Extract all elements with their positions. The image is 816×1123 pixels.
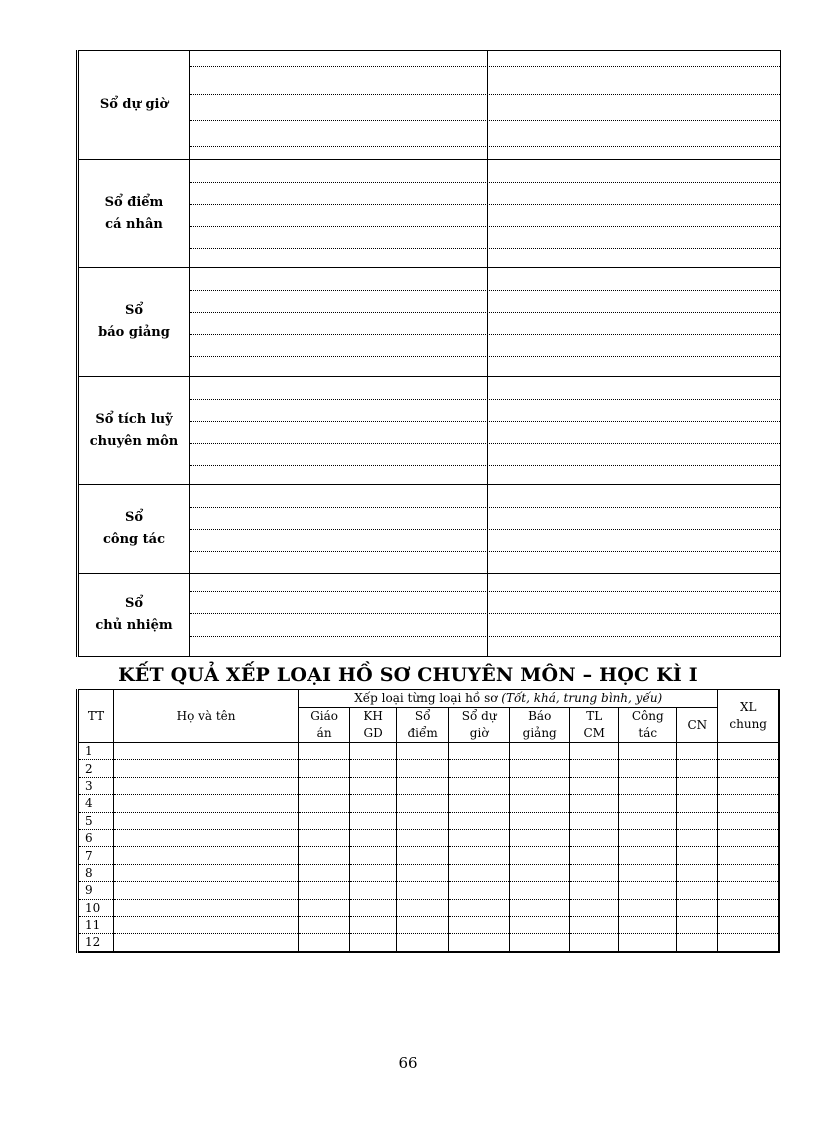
ledger-writing-line xyxy=(190,248,780,249)
table-cell xyxy=(510,882,570,899)
table-cell xyxy=(449,882,510,899)
row-number: 11 xyxy=(78,916,114,933)
table-cell xyxy=(397,899,449,916)
header-col-line: Công xyxy=(631,709,664,723)
table-cell xyxy=(299,847,350,864)
ledger-label-line: cá nhân xyxy=(105,216,163,232)
table-cell xyxy=(449,795,510,812)
row-number: 5 xyxy=(78,812,114,829)
table-cell xyxy=(449,899,510,916)
ledger-label-line: Sổ tích luỹ xyxy=(95,411,173,427)
table-cell xyxy=(397,812,449,829)
ledger-label-line: Sổ dự giờ xyxy=(99,97,169,112)
table-cell xyxy=(114,760,299,777)
table-cell xyxy=(570,864,619,881)
row-number: 12 xyxy=(78,934,114,952)
ledger-label-line: chủ nhiệm xyxy=(95,618,173,633)
ledger-label-line: báo giảng xyxy=(98,325,170,340)
ledger-block-label xyxy=(79,268,190,376)
header-col-line: KH xyxy=(363,709,383,723)
header-col xyxy=(570,708,619,743)
row-number: 3 xyxy=(78,777,114,794)
table-cell xyxy=(299,829,350,846)
table-cell xyxy=(570,777,619,794)
table-row xyxy=(78,795,780,812)
ledger-writing-line xyxy=(190,66,780,67)
table-cell xyxy=(570,847,619,864)
header-name: Họ và tên xyxy=(114,690,299,743)
table-cell xyxy=(350,934,397,952)
table-cell xyxy=(397,743,449,760)
table-cell xyxy=(619,934,677,952)
table-cell xyxy=(449,743,510,760)
table-cell xyxy=(350,777,397,794)
ledger-writing-line xyxy=(190,356,780,357)
table-row xyxy=(78,812,780,829)
ledger-writing-line xyxy=(190,204,780,205)
header-col-line: giảng xyxy=(522,726,557,740)
ledger-column-divider xyxy=(487,574,488,656)
ledger-writing-line xyxy=(190,146,780,147)
ledger-block-label xyxy=(79,574,190,656)
table-cell xyxy=(397,916,449,933)
table-cell xyxy=(619,795,677,812)
header-col-line: GD xyxy=(363,726,383,740)
ledger-block xyxy=(79,484,780,573)
ledger-block-label xyxy=(79,160,190,267)
header-col-line: CM xyxy=(583,726,605,740)
table-cell xyxy=(718,847,779,864)
row-number: 6 xyxy=(78,829,114,846)
table-row xyxy=(78,864,780,881)
header-col-line: giờ xyxy=(469,726,489,740)
table-cell xyxy=(449,847,510,864)
table-cell xyxy=(449,864,510,881)
table-cell xyxy=(299,760,350,777)
table-cell xyxy=(718,916,779,933)
table-cell xyxy=(350,743,397,760)
table-cell xyxy=(449,812,510,829)
table-cell xyxy=(299,812,350,829)
table-cell xyxy=(449,760,510,777)
table-cell xyxy=(619,743,677,760)
table-cell xyxy=(510,899,570,916)
table-cell xyxy=(114,934,299,952)
header-col-line: Sổ dự xyxy=(461,709,497,723)
results-table xyxy=(76,689,780,953)
header-group-note: (Tốt, khá, trung bình, yếu) xyxy=(501,691,663,705)
table-cell xyxy=(718,864,779,881)
table-cell xyxy=(350,864,397,881)
ledger-writing-line xyxy=(190,182,780,183)
ledger-writing-line xyxy=(190,334,780,335)
header-group xyxy=(299,690,718,708)
header-col xyxy=(677,708,718,743)
table-cell xyxy=(619,899,677,916)
ledger-block xyxy=(79,267,780,376)
table-cell xyxy=(449,934,510,952)
table-cell xyxy=(677,812,718,829)
header-col-line: TL xyxy=(586,709,603,723)
ledger-block xyxy=(79,376,780,484)
row-number: 9 xyxy=(78,882,114,899)
ledger-block xyxy=(79,573,780,657)
table-cell xyxy=(510,829,570,846)
table-cell xyxy=(718,743,779,760)
table-cell xyxy=(114,864,299,881)
ledger-label-line: Sổ xyxy=(124,510,144,525)
table-cell xyxy=(510,743,570,760)
table-row xyxy=(78,829,780,846)
ledger-writing-line xyxy=(190,465,780,466)
header-col xyxy=(350,708,397,743)
ledger-block xyxy=(79,50,780,159)
ledger-label-line: Sổ điểm xyxy=(104,194,164,210)
table-cell xyxy=(570,812,619,829)
table-cell xyxy=(510,916,570,933)
header-col-line: Giáo xyxy=(310,709,339,723)
table-cell xyxy=(510,760,570,777)
table-cell xyxy=(350,899,397,916)
table-cell xyxy=(350,882,397,899)
ledger-block xyxy=(79,159,780,267)
table-cell xyxy=(299,899,350,916)
table-cell xyxy=(397,795,449,812)
table-cell xyxy=(570,795,619,812)
ledger-block-label xyxy=(79,485,190,573)
table-cell xyxy=(677,760,718,777)
table-cell xyxy=(510,777,570,794)
header-col-line: tác xyxy=(638,726,658,740)
header-overall xyxy=(718,690,779,743)
table-cell xyxy=(570,760,619,777)
table-cell xyxy=(114,899,299,916)
table-cell xyxy=(397,864,449,881)
table-cell xyxy=(510,934,570,952)
ledger-writing-line xyxy=(190,507,780,508)
table-cell xyxy=(299,743,350,760)
table-cell xyxy=(510,812,570,829)
ledger-label-line: chuyên môn xyxy=(89,433,179,449)
table-cell xyxy=(114,882,299,899)
table-cell xyxy=(114,795,299,812)
table-cell xyxy=(114,743,299,760)
table-cell xyxy=(570,899,619,916)
ledger-column-divider xyxy=(487,268,488,376)
table-cell xyxy=(677,916,718,933)
table-cell xyxy=(350,795,397,812)
header-col xyxy=(397,708,449,743)
table-cell xyxy=(718,882,779,899)
table-cell xyxy=(677,829,718,846)
table-cell xyxy=(570,916,619,933)
ledger-writing-line xyxy=(190,636,780,637)
table-cell xyxy=(299,777,350,794)
ledger-writing-line xyxy=(190,94,780,95)
table-cell xyxy=(299,864,350,881)
ledger-column-divider xyxy=(487,51,488,159)
table-row xyxy=(78,760,780,777)
table-row xyxy=(78,847,780,864)
table-cell xyxy=(718,829,779,846)
table-cell xyxy=(619,812,677,829)
table-cell xyxy=(114,812,299,829)
ledger-column-divider xyxy=(487,377,488,484)
table-cell xyxy=(718,899,779,916)
header-col-line: CN xyxy=(687,717,708,732)
table-cell xyxy=(299,882,350,899)
ledger-writing-line xyxy=(190,399,780,400)
row-number: 7 xyxy=(78,847,114,864)
table-cell xyxy=(718,795,779,812)
ledger-writing-line xyxy=(190,551,780,552)
ledger-writing-line xyxy=(190,226,780,227)
ledger-section xyxy=(76,50,781,657)
ledger-writing-line xyxy=(190,120,780,121)
table-cell xyxy=(718,777,779,794)
table-cell xyxy=(718,812,779,829)
table-cell xyxy=(510,795,570,812)
table-row xyxy=(78,743,780,760)
header-overall-line: chung xyxy=(729,717,767,731)
table-cell xyxy=(677,777,718,794)
ledger-label-line: công tác xyxy=(103,532,165,547)
header-tt: TT xyxy=(78,690,114,743)
table-cell xyxy=(397,760,449,777)
table-cell xyxy=(510,864,570,881)
table-cell xyxy=(677,882,718,899)
table-cell xyxy=(677,795,718,812)
table-cell xyxy=(619,916,677,933)
page-number: 66 xyxy=(398,1054,418,1072)
ledger-writing-line xyxy=(190,312,780,313)
table-cell xyxy=(619,829,677,846)
header-col-line: điểm xyxy=(407,726,438,740)
table-cell xyxy=(299,916,350,933)
table-cell xyxy=(350,829,397,846)
header-col-line: án xyxy=(316,726,332,740)
ledger-writing-line xyxy=(190,529,780,530)
table-cell xyxy=(350,847,397,864)
ledger-label-line: Sổ xyxy=(124,596,144,611)
table-cell xyxy=(350,916,397,933)
ledger-label-line: Sổ xyxy=(124,303,144,318)
header-col xyxy=(619,708,677,743)
header-col xyxy=(299,708,350,743)
table-row xyxy=(78,777,780,794)
table-cell xyxy=(619,760,677,777)
table-cell xyxy=(114,777,299,794)
ledger-writing-line xyxy=(190,443,780,444)
ledger-writing-line xyxy=(190,613,780,614)
row-number: 8 xyxy=(78,864,114,881)
ledger-writing-line xyxy=(190,591,780,592)
header-col-line: Sổ xyxy=(414,709,431,723)
table-cell xyxy=(299,795,350,812)
table-cell xyxy=(677,934,718,952)
table-cell xyxy=(299,934,350,952)
header-overall-line: XL xyxy=(739,700,757,714)
table-cell xyxy=(619,777,677,794)
ledger-writing-line xyxy=(190,290,780,291)
header-col-line: Báo xyxy=(528,709,552,723)
ledger-block-label xyxy=(79,377,190,484)
table-cell xyxy=(570,743,619,760)
table-cell xyxy=(510,847,570,864)
header-group-label: Xếp loại từng loại hồ sơ xyxy=(354,691,502,705)
table-cell xyxy=(449,916,510,933)
row-number: 2 xyxy=(78,760,114,777)
table-cell xyxy=(677,899,718,916)
table-cell xyxy=(449,777,510,794)
table-cell xyxy=(570,829,619,846)
table-row xyxy=(78,916,780,933)
table-cell xyxy=(619,864,677,881)
table-cell xyxy=(677,743,718,760)
table-cell xyxy=(718,934,779,952)
table-cell xyxy=(350,760,397,777)
table-cell xyxy=(677,847,718,864)
row-number: 4 xyxy=(78,795,114,812)
table-cell xyxy=(677,864,718,881)
table-row xyxy=(78,899,780,916)
table-cell xyxy=(718,760,779,777)
row-number: 10 xyxy=(78,899,114,916)
header-col xyxy=(510,708,570,743)
table-cell xyxy=(114,829,299,846)
table-cell xyxy=(114,847,299,864)
ledger-column-divider xyxy=(487,160,488,267)
table-cell xyxy=(619,847,677,864)
table-cell xyxy=(350,812,397,829)
table-cell xyxy=(397,777,449,794)
table-cell xyxy=(570,882,619,899)
table-cell xyxy=(570,934,619,952)
header-col xyxy=(449,708,510,743)
table-cell xyxy=(397,882,449,899)
ledger-block-label xyxy=(79,51,190,159)
table-row xyxy=(78,934,780,952)
table-cell xyxy=(397,829,449,846)
row-number: 1 xyxy=(78,743,114,760)
ledger-writing-line xyxy=(190,421,780,422)
table-cell xyxy=(397,847,449,864)
table-cell xyxy=(114,916,299,933)
table-row xyxy=(78,882,780,899)
table-cell xyxy=(619,882,677,899)
table-cell xyxy=(449,829,510,846)
table-cell xyxy=(397,934,449,952)
results-title: KẾT QUẢ XẾP LOẠI HỒ SƠ CHUYÊN MÔN – HỌC KÌ I xyxy=(118,664,698,686)
